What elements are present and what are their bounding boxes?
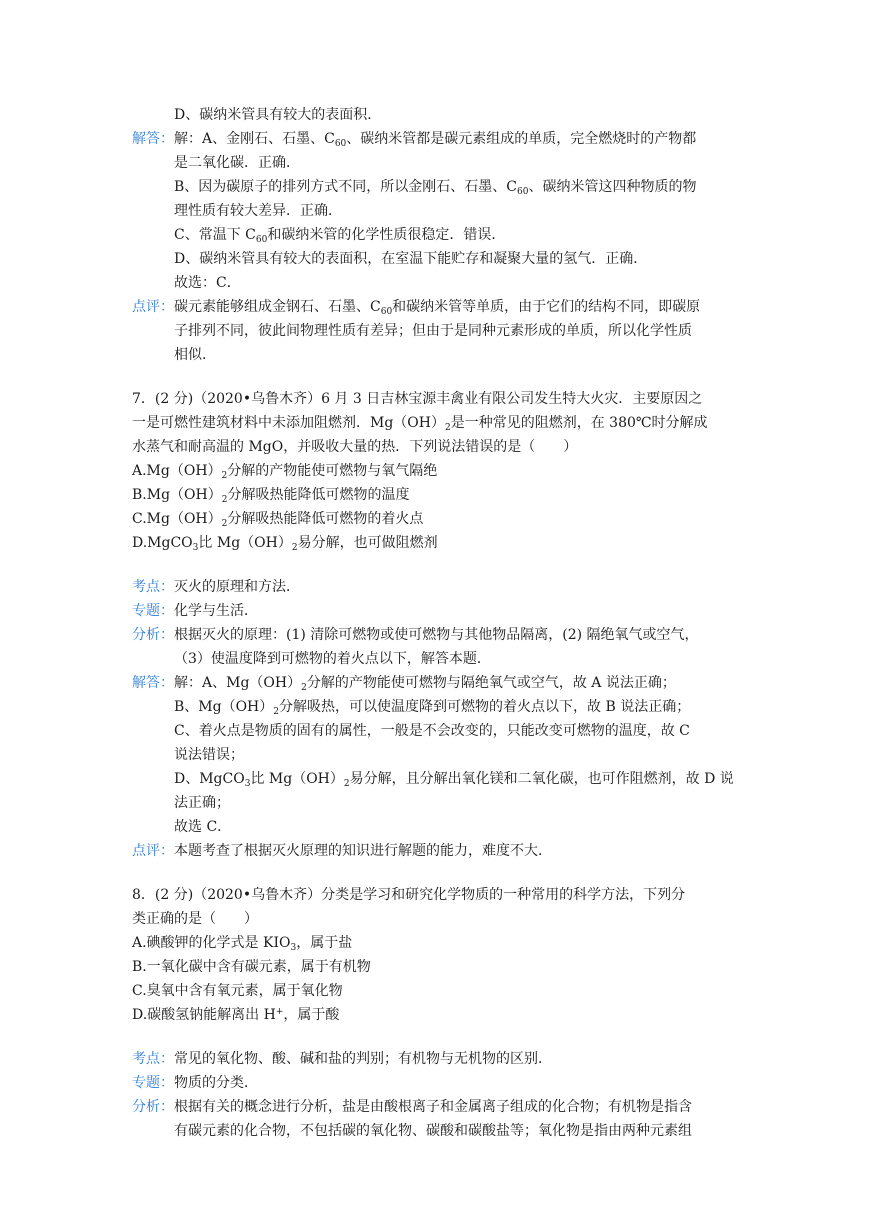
q7-answer-line: 说法错误； bbox=[174, 747, 244, 763]
q8-option-b: B.一氧化碳中含有碳元素，属于有机物 bbox=[132, 959, 371, 975]
q7-answer-line: 故选 C． bbox=[174, 819, 232, 835]
q7-fenxi-line: （3）使温度降到可燃物的着火点以下，解答本题． bbox=[174, 651, 491, 667]
q8-kaodian: 考点：常见的氧化物、酸、碱和盐的判别；有机物与无机物的区别． bbox=[132, 1051, 552, 1067]
comment-label: 点评： bbox=[132, 299, 174, 315]
q7-kaodian: 考点：灭火的原理和方法． bbox=[132, 579, 300, 595]
q8-option-d: D.碳酸氢钠能解离出 H+，属于酸 bbox=[132, 1007, 340, 1023]
q6-answer: 解答：解：A、金刚石、石墨、$C_{60}$、碳纳米管都是碳元素组成的单质，完全燃烧时的产物都 bbox=[132, 131, 697, 149]
q8-fenxi: 分析：根据有关的概念进行分析，盐是由酸根离子和金属离子组成的化合物；有机物是指含 bbox=[132, 1099, 692, 1115]
q6-comment-line: 子排列不同，彼此间物理性质有差异；但由于是同种元素形成的单质，所以化学性质 bbox=[174, 323, 692, 339]
q6-answer-line: D、碳纳米管具有较大的表面积，在室温下能贮存和凝聚大量的氢气．正确． bbox=[174, 251, 648, 267]
comment-label: 点评： bbox=[132, 843, 174, 859]
q7-answer-line: D、MgCO$_3$比 $Mg(OH)_2$易分解，且分解出氧化镁和二氧化碳，也可作阻燃剂，故 D 说 bbox=[174, 771, 734, 789]
kaodian-label: 考点： bbox=[132, 1051, 174, 1067]
q6-answer-line: 故选：C． bbox=[174, 275, 241, 291]
q7-answer: 解答：解：A、$Mg(OH)_2$分解的产物能使可燃物与隔绝氧气或空气，故 A 说法正确； bbox=[132, 675, 676, 693]
fenxi-label: 分析： bbox=[132, 1099, 174, 1115]
answer-label: 解答： bbox=[132, 131, 174, 147]
q8-option-c: C.臭氧中含有氧元素，属于氧化物 bbox=[132, 983, 343, 999]
q7-option-c: $C.Mg(OH)_2$分解吸热能降低可燃物的着火点 bbox=[132, 511, 424, 529]
zhuanti-label: 专题： bbox=[132, 1075, 174, 1091]
q7-answer-line: C、着火点是物质的固有的属性，一般是不会改变的，只能改变可燃物的温度，故 C bbox=[174, 723, 690, 739]
q8-zhuanti: 专题：物质的分类． bbox=[132, 1075, 258, 1091]
q7-fenxi: 分析：根据灭火的原理：(1) 清除可燃物或使可燃物与其他物品隔离，(2) 隔绝氧气或空气， bbox=[132, 627, 699, 643]
q7-option-a: $A.Mg(OH)_2$分解的产物能使可燃物与氧气隔绝 bbox=[132, 463, 438, 481]
q6-answer-line: B、因为碳原子的排列方式不同，所以金刚石、石墨、$C_{60}$、碳纳米管这四种物质的物 bbox=[174, 179, 697, 197]
q7-stem-line: 一是可燃性建筑材料中未添加阻燃剂．$Mg(OH)_2$是一种常见的阻燃剂，在 380℃时分解成 bbox=[132, 415, 708, 433]
q7-stem: 7．(2 分)（2020•乌鲁木齐）6 月 3 日吉林宝源丰禽业有限公司发生特大火灾．主要原因之 bbox=[132, 391, 703, 407]
q8-stem-line: 类正确的是（ ） bbox=[132, 911, 258, 927]
q7-option-d: D.MgCO$_3$比 $Mg(OH)_2$易分解，也可做阻燃剂 bbox=[132, 535, 438, 553]
q7-answer-line: B、$Mg(OH)_2$分解吸热，可以使温度降到可燃物的着火点以下，故 B 说法正确； bbox=[174, 699, 691, 717]
q7-comment: 点评：本题考查了根据灭火原理的知识进行解题的能力，难度不大． bbox=[132, 843, 552, 859]
q8-stem: 8．(2 分)（2020•乌鲁木齐）分类是学习和研究化学物质的一种常用的科学方法，下列分 bbox=[132, 887, 686, 903]
q7-zhuanti: 专题：化学与生活． bbox=[132, 603, 258, 619]
q6-answer-line: C、常温下 $C_{60}$和碳纳米管的化学性质很稳定．错误． bbox=[174, 227, 506, 245]
q7-option-b: $B.Mg(OH)_2$分解吸热能降低可燃物的温度 bbox=[132, 487, 410, 505]
q7-stem-line: 水蒸气和耐高温的 MgO，并吸收大量的热．下列说法错误的是（ ） bbox=[132, 439, 578, 455]
q6-comment-line: 相似． bbox=[174, 347, 216, 363]
q8-option-a: A.碘酸钾的化学式是 $KIO_3$，属于盐 bbox=[132, 935, 353, 953]
answer-label: 解答： bbox=[132, 675, 174, 691]
q6-answer-line: 是二氧化碳．正确． bbox=[174, 155, 300, 171]
zhuanti-label: 专题： bbox=[132, 603, 174, 619]
q6-option-d: D、碳纳米管具有较大的表面积． bbox=[174, 107, 382, 123]
q8-fenxi-line: 有碳元素的化合物，不包括碳的氧化物、碳酸和碳酸盐等；氧化物是指由两种元素组 bbox=[174, 1123, 692, 1139]
q6-comment: 点评：碳元素能够组成金钢石、石墨、$C_{60}$和碳纳米管等单质，由于它们的结构不同，即碳原 bbox=[132, 299, 701, 317]
fenxi-label: 分析： bbox=[132, 627, 174, 643]
kaodian-label: 考点： bbox=[132, 579, 174, 595]
q6-answer-line: 理性质有较大差异．正确． bbox=[174, 203, 342, 219]
q7-answer-line: 法正确； bbox=[174, 795, 230, 811]
